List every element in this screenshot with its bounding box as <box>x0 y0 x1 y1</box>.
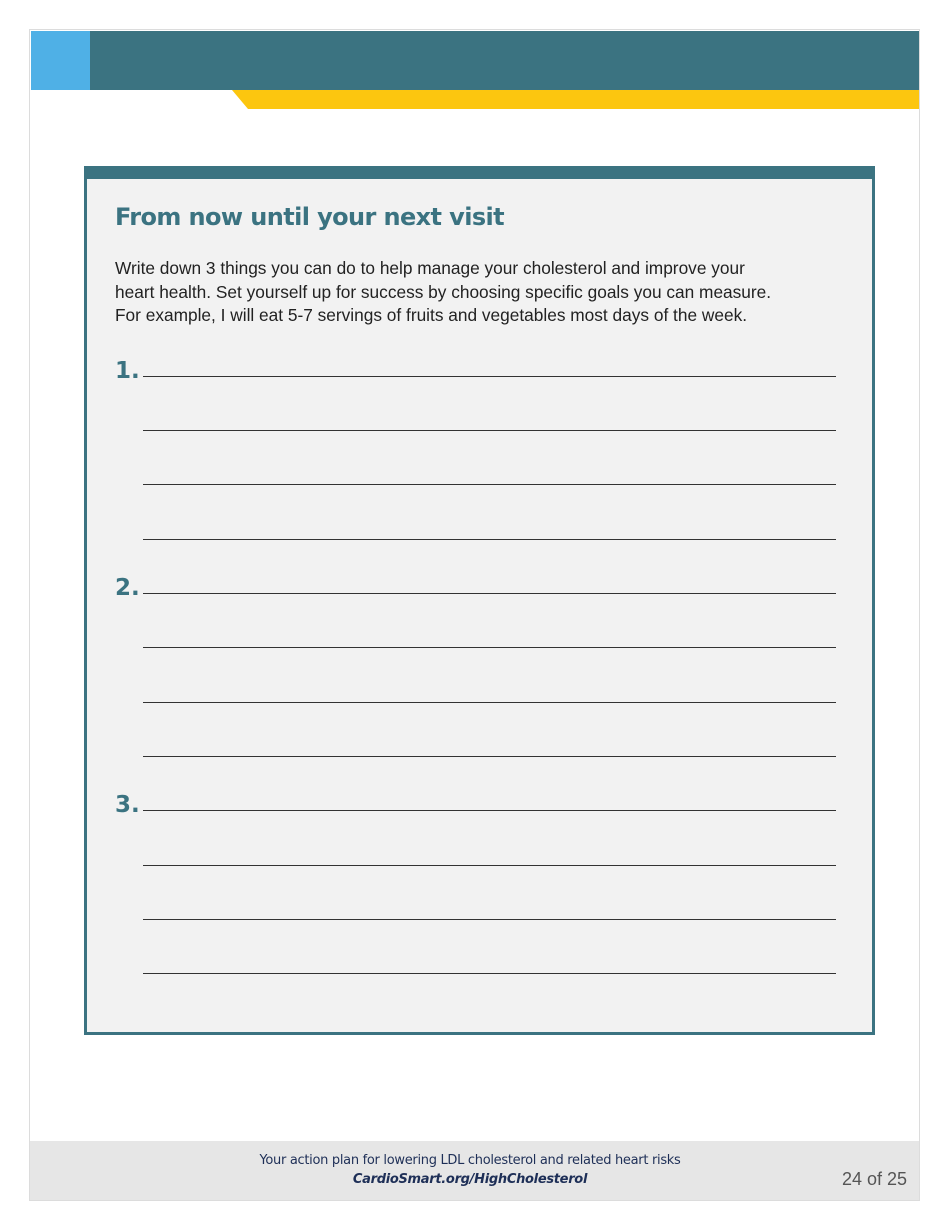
header-teal-bar <box>90 31 919 90</box>
panel-title: From now until your next visit <box>115 203 505 231</box>
footer-website-link[interactable]: CardioSmart.org/HighCholesterol <box>352 1172 588 1187</box>
footer-bar <box>30 1141 919 1200</box>
goal-1-write-line[interactable] <box>143 539 836 540</box>
page-number: 24 of 25 <box>842 1169 908 1189</box>
goal-3-write-line[interactable] <box>143 919 836 920</box>
goal-2-number: 2. <box>115 575 140 601</box>
panel-instructions <box>115 257 850 328</box>
goal-2-write-line[interactable] <box>143 647 836 648</box>
footer-tagline: Your action plan for lowering LDL cholesterol and related heart risks <box>259 1153 681 1168</box>
header-yellow-stripe <box>232 90 919 109</box>
goal-2-write-line[interactable] <box>143 702 836 703</box>
instruction-line: Write down 3 things you can do to help manage your cholesterol and improve your <box>115 258 745 278</box>
goal-1-write-line[interactable] <box>143 376 836 377</box>
goal-3-write-line[interactable] <box>143 810 836 811</box>
goal-1-write-line[interactable] <box>143 484 836 485</box>
goal-2-write-line[interactable] <box>143 593 836 594</box>
goal-3-write-line[interactable] <box>143 865 836 866</box>
goal-3-number: 3. <box>115 792 140 818</box>
instruction-line: For example, I will eat 5-7 servings of fruits and vegetables most days of the week. <box>115 305 748 325</box>
instruction-line: heart health. Set yourself up for success by choosing specific goals you can measure. <box>115 281 772 302</box>
goal-1-number: 1. <box>115 358 140 384</box>
goal-1-write-line[interactable] <box>143 430 836 431</box>
header-blue-block <box>31 31 90 90</box>
goal-2-write-line[interactable] <box>143 756 836 757</box>
goal-3-write-line[interactable] <box>143 973 836 974</box>
